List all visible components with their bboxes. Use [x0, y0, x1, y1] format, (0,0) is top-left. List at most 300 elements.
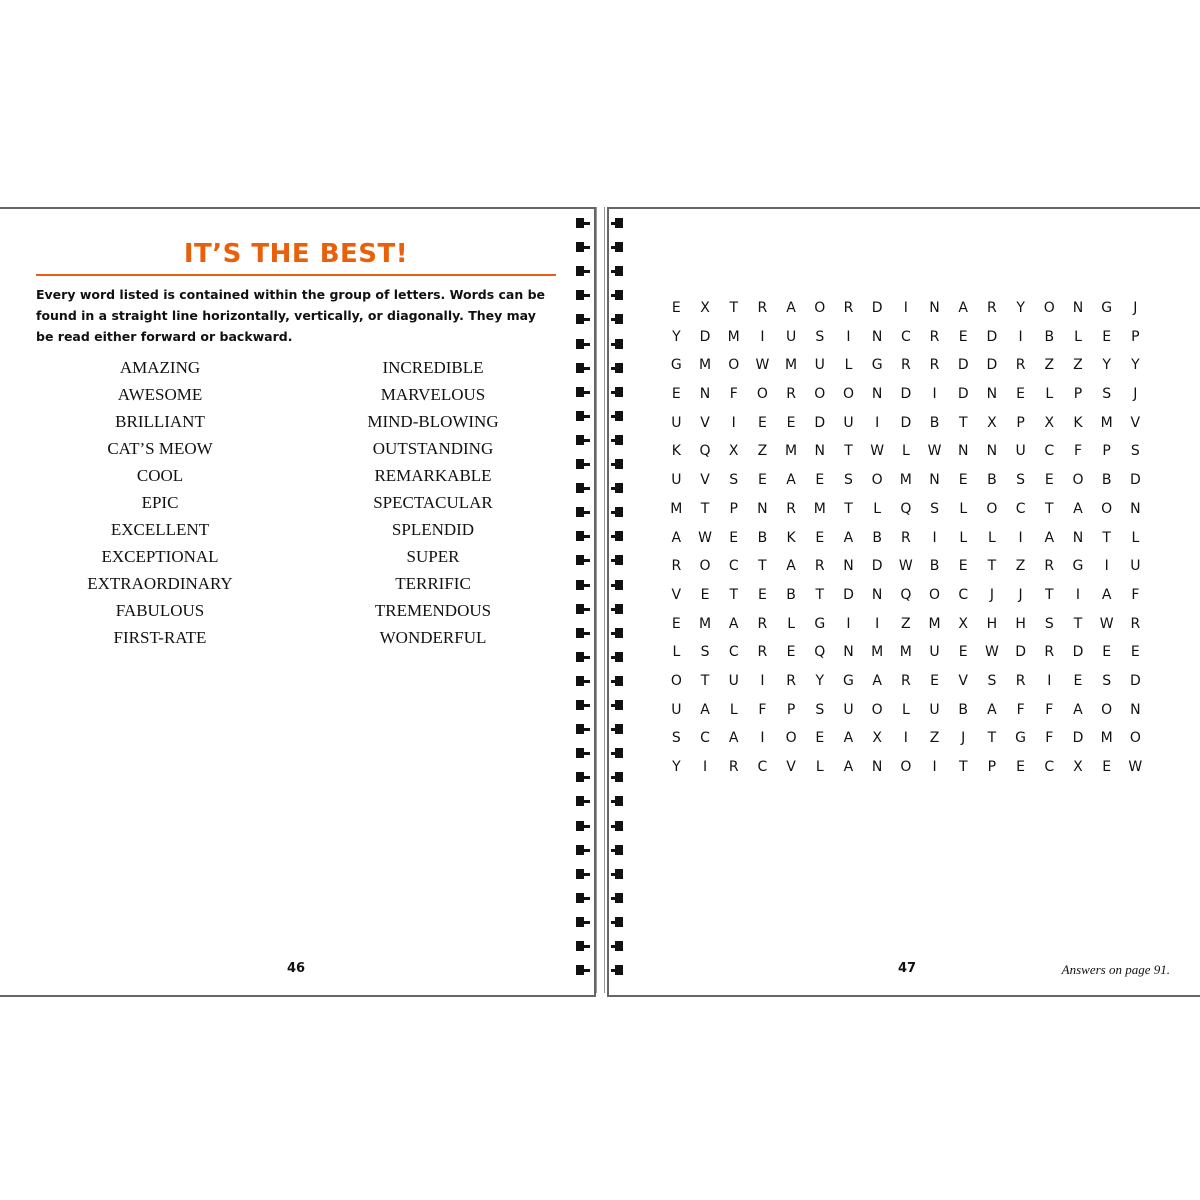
grid-letter: Z — [1044, 357, 1055, 374]
spiral-ring — [574, 845, 588, 855]
right-page — [607, 207, 1200, 997]
grid-letter: O — [699, 558, 711, 575]
grid-letter: M — [785, 443, 798, 460]
grid-letter: E — [671, 615, 681, 632]
grid-letter: L — [1045, 386, 1054, 403]
grid-letter: T — [729, 586, 738, 603]
grid-letter: B — [872, 529, 882, 546]
grid-letter: B — [1101, 472, 1112, 489]
grid-letter: A — [843, 730, 854, 747]
word-list-item: BRILLIANT — [115, 412, 205, 431]
grid-letter: O — [785, 730, 797, 747]
spiral-ring — [611, 628, 625, 638]
grid-letter: I — [903, 730, 908, 747]
grid-letter: N — [929, 472, 940, 489]
left-page — [0, 207, 596, 997]
spiral-ring — [611, 652, 625, 662]
spiral-ring — [611, 580, 625, 590]
grid-letter: D — [871, 300, 883, 316]
spiral-ring — [574, 314, 588, 324]
word-list-item: EPIC — [141, 493, 179, 512]
grid-letter: N — [1130, 500, 1141, 517]
word-list-item: FABULOUS — [115, 601, 205, 620]
grid-letter: R — [786, 386, 796, 403]
spiral-ring — [611, 845, 625, 855]
grid-letter: O — [871, 701, 883, 718]
spiral-ring — [611, 435, 625, 445]
grid-letter: S — [844, 472, 853, 489]
grid-letter: N — [757, 500, 768, 517]
spiral-ring — [574, 748, 588, 758]
spiral-ring — [611, 869, 625, 879]
grid-letter: E — [1102, 328, 1112, 345]
word-list-item: SUPER — [406, 547, 460, 566]
spiral-ring — [611, 965, 625, 975]
grid-letter: N — [986, 386, 998, 403]
grid-letter: A — [843, 529, 854, 546]
grid-letter: M — [1100, 414, 1113, 431]
grid-letter: A — [786, 300, 796, 316]
grid-letter: A — [1044, 529, 1055, 546]
grid-letter: I — [1104, 558, 1109, 575]
grid-letter: R — [1015, 672, 1026, 689]
grid-letter: C — [757, 759, 768, 775]
grid-letter: E — [786, 414, 796, 431]
grid-letter: E — [930, 672, 939, 689]
grid-letter: J — [961, 730, 966, 747]
grid-letter: E — [786, 644, 796, 661]
grid-letter: R — [757, 644, 768, 661]
spiral-ring — [574, 580, 588, 590]
grid-letter: M — [670, 500, 683, 517]
spiral-ring — [611, 893, 625, 903]
grid-letter: P — [729, 500, 738, 517]
grid-letter: C — [958, 586, 969, 603]
spiral-ring — [611, 339, 625, 349]
spiral-ring — [574, 676, 588, 686]
spiral-ring — [574, 266, 588, 276]
spiral-ring — [611, 459, 625, 469]
grid-letter: I — [903, 300, 908, 316]
spiral-ring — [611, 266, 625, 276]
grid-letter: R — [929, 328, 940, 345]
grid-letter: P — [1016, 414, 1025, 431]
grid-letter: M — [698, 615, 712, 632]
grid-letter: L — [844, 357, 853, 374]
grid-letter: R — [757, 300, 768, 316]
gutter-edge-right — [604, 207, 605, 993]
grid-letter: E — [958, 644, 968, 661]
grid-letter: O — [1072, 472, 1084, 489]
grid-letter: G — [670, 357, 682, 374]
grid-letter: T — [1045, 586, 1054, 603]
grid-letter: C — [1044, 443, 1055, 460]
grid-letter: D — [814, 414, 826, 431]
grid-letter: P — [786, 701, 796, 718]
grid-letter: E — [1016, 759, 1026, 775]
spiral-ring — [611, 941, 625, 951]
grid-letter: A — [671, 529, 682, 546]
grid-letter: T — [729, 300, 738, 316]
grid-letter: E — [958, 328, 968, 345]
word-list-item: SPLENDID — [391, 520, 475, 539]
instructions-text: Every word listed is contained within the group of letters. Words can be found in a straight line horizontally, vertically, or diagonally. They may be read either forward or backward. — [36, 287, 546, 344]
grid-letter: U — [671, 414, 682, 431]
grid-letter: I — [1018, 529, 1023, 546]
grid-letter: R — [786, 500, 796, 517]
grid-letter: L — [815, 759, 824, 775]
grid-letter: C — [700, 730, 710, 747]
grid-letter: W — [898, 558, 913, 575]
grid-letter: K — [1073, 414, 1083, 431]
grid-letter: A — [728, 615, 739, 632]
spiral-ring — [611, 724, 625, 734]
grid-letter: B — [1044, 328, 1055, 345]
grid-letter: A — [843, 759, 854, 775]
grid-letter: G — [1072, 558, 1084, 575]
spiral-ring — [574, 218, 588, 228]
word-list-item: AWESOME — [117, 385, 203, 404]
grid-letter: N — [871, 586, 883, 603]
grid-letter: P — [1131, 328, 1140, 345]
letter-grid — [662, 300, 1150, 788]
grid-letter: K — [786, 529, 796, 546]
grid-letter: O — [1043, 300, 1055, 316]
grid-letter: B — [786, 586, 796, 603]
grid-letter: G — [1101, 300, 1113, 316]
grid-letter: N — [871, 759, 883, 775]
spiral-ring — [611, 555, 625, 565]
grid-letter: T — [987, 730, 997, 747]
spiral-ring — [611, 796, 625, 806]
grid-letter: L — [672, 644, 681, 661]
spiral-ring — [574, 772, 588, 782]
word-list-item: SPECTACULAR — [373, 493, 493, 512]
grid-letter: F — [1016, 701, 1025, 718]
grid-letter: E — [757, 472, 767, 489]
spiral-ring — [574, 387, 588, 397]
grid-letter: W — [927, 443, 942, 460]
word-list-item: EXCELLENT — [110, 520, 210, 539]
page-number-left: 46 — [287, 961, 306, 976]
grid-letter: P — [1073, 386, 1083, 403]
grid-letter: O — [728, 357, 740, 374]
spiral-ring — [611, 604, 625, 614]
grid-letter: B — [929, 414, 940, 431]
grid-letter: S — [729, 472, 739, 489]
grid-letter: S — [1016, 472, 1026, 489]
grid-letter: V — [700, 472, 710, 489]
spiral-ring — [574, 290, 588, 300]
grid-letter: E — [958, 558, 968, 575]
grid-letter: T — [1045, 500, 1054, 517]
grid-letter: O — [1101, 701, 1113, 718]
grid-letter: N — [814, 443, 826, 460]
grid-letter: L — [901, 443, 910, 460]
grid-letter: D — [871, 558, 883, 575]
grid-letter: G — [871, 357, 883, 374]
grid-letter: A — [987, 701, 997, 718]
grid-letter: X — [958, 615, 969, 632]
grid-letter: T — [700, 672, 710, 689]
grid-letter: A — [872, 672, 882, 689]
grid-letter: E — [815, 529, 825, 546]
grid-letter: L — [959, 529, 968, 546]
word-list-item: TREMENDOUS — [374, 601, 492, 620]
spiral-ring — [574, 893, 588, 903]
grid-letter: S — [815, 701, 825, 718]
grid-letter: X — [872, 730, 882, 747]
grid-letter: A — [958, 300, 968, 316]
grid-letter: I — [932, 386, 937, 403]
spiral-ring — [574, 821, 588, 831]
word-list-item: COOL — [136, 466, 184, 485]
grid-letter: R — [900, 357, 911, 374]
grid-letter: G — [1015, 730, 1027, 747]
grid-letter: D — [900, 414, 912, 431]
spiral-ring — [611, 772, 625, 782]
grid-letter: O — [871, 472, 883, 489]
spiral-ring — [611, 411, 625, 421]
grid-letter: U — [785, 328, 797, 345]
grid-letter: S — [1102, 386, 1112, 403]
spiral-ring — [574, 531, 588, 541]
grid-letter: X — [700, 300, 710, 316]
word-list-item: REMARKABLE — [374, 466, 492, 485]
grid-letter: U — [671, 701, 682, 718]
grid-letter: U — [929, 701, 940, 718]
grid-letter: M — [698, 357, 712, 374]
grid-letter: A — [700, 701, 710, 718]
grid-letter: U — [843, 414, 854, 431]
grid-letter: T — [758, 558, 767, 575]
grid-letter: D — [699, 328, 711, 345]
grid-letter: E — [671, 386, 681, 403]
grid-letter: S — [1130, 443, 1140, 460]
grid-letter: Y — [1102, 357, 1111, 374]
grid-letter: U — [814, 357, 825, 374]
grid-letter: Y — [815, 672, 825, 689]
grid-letter: F — [1045, 730, 1054, 747]
spiral-ring — [574, 965, 588, 975]
grid-letter: I — [875, 414, 880, 431]
grid-letter: T — [844, 500, 853, 517]
spiral-ring — [574, 411, 588, 421]
grid-letter: C — [728, 558, 739, 575]
grid-letter: L — [1074, 328, 1082, 345]
grid-letter: I — [760, 730, 765, 747]
spiral-ring — [574, 869, 588, 879]
grid-letter: Q — [900, 586, 912, 603]
grid-letter: X — [1044, 414, 1055, 431]
grid-letter: N — [929, 300, 940, 316]
spiral-ring — [611, 821, 625, 831]
grid-letter: Q — [900, 500, 912, 517]
grid-letter: A — [786, 472, 796, 489]
grid-letter: R — [1044, 644, 1055, 661]
grid-letter: R — [900, 529, 911, 546]
grid-letter: I — [875, 615, 880, 632]
grid-letter: U — [1015, 443, 1026, 460]
grid-letter: C — [900, 328, 911, 345]
grid-letter: M — [899, 644, 912, 661]
grid-letter: Z — [929, 730, 940, 747]
grid-letter: N — [699, 386, 711, 403]
grid-letter: N — [871, 328, 883, 345]
grid-letter: T — [958, 759, 968, 775]
grid-letter: D — [1129, 672, 1141, 689]
grid-letter: I — [932, 529, 937, 546]
grid-letter: M — [785, 357, 798, 374]
spiral-ring — [574, 724, 588, 734]
grid-letter: H — [986, 615, 998, 632]
grid-letter: V — [1130, 414, 1141, 431]
grid-letter: F — [729, 386, 738, 403]
grid-letter: R — [671, 558, 682, 575]
grid-letter: W — [984, 644, 999, 661]
grid-letter: R — [1044, 558, 1055, 575]
spiral-ring — [611, 483, 625, 493]
spiral-ring — [574, 459, 588, 469]
grid-letter: N — [1130, 701, 1141, 718]
grid-letter: O — [929, 586, 941, 603]
grid-letter: U — [843, 701, 854, 718]
grid-letter: W — [1128, 759, 1143, 775]
grid-letter: R — [929, 357, 940, 374]
grid-letter: E — [1073, 672, 1083, 689]
grid-letter: I — [731, 414, 736, 431]
grid-letter: E — [1044, 472, 1054, 489]
grid-letter: Z — [1015, 558, 1026, 575]
grid-letter: I — [1018, 328, 1023, 345]
grid-letter: D — [986, 328, 998, 345]
grid-letter: T — [1102, 529, 1111, 546]
grid-letter: Y — [1131, 357, 1140, 374]
spiral-ring — [574, 604, 588, 614]
grid-letter: J — [1133, 386, 1138, 403]
spiral-ring — [574, 363, 588, 373]
grid-letter: G — [814, 615, 826, 632]
grid-letter: D — [1129, 472, 1141, 489]
grid-letter: D — [957, 386, 969, 403]
grid-letter: I — [846, 615, 851, 632]
spiral-ring — [574, 483, 588, 493]
grid-letter: N — [1072, 300, 1084, 316]
grid-letter: A — [1073, 500, 1083, 517]
grid-letter: M — [899, 472, 912, 489]
grid-letter: J — [1133, 300, 1138, 316]
grid-letter: E — [671, 300, 681, 316]
grid-letter: S — [815, 328, 825, 345]
grid-letter: R — [987, 300, 997, 316]
grid-letter: O — [900, 759, 912, 775]
grid-letter: H — [1015, 615, 1026, 632]
grid-letter: M — [1100, 730, 1113, 747]
grid-letter: E — [958, 472, 968, 489]
grid-letter: E — [1130, 644, 1140, 661]
grid-letter: S — [1044, 615, 1054, 632]
grid-letter: O — [1129, 730, 1141, 747]
grid-letter: C — [1044, 759, 1055, 775]
spiral-ring — [574, 941, 588, 951]
grid-letter: E — [815, 730, 825, 747]
grid-letter: Y — [1016, 300, 1025, 316]
spiral-ring — [611, 748, 625, 758]
grid-letter: I — [1075, 586, 1081, 603]
spiral-ring — [611, 531, 625, 541]
grid-letter: C — [728, 644, 739, 661]
grid-letter: I — [932, 759, 937, 775]
grid-letter: Z — [1073, 357, 1083, 374]
grid-letter: N — [957, 443, 969, 460]
grid-letter: E — [1016, 386, 1026, 403]
grid-letter: L — [729, 701, 738, 718]
grid-letter: Z — [901, 615, 911, 632]
word-list-item: WONDERFUL — [379, 628, 487, 647]
grid-letter: N — [843, 644, 854, 661]
grid-letter: W — [698, 529, 712, 546]
grid-letter: R — [900, 672, 911, 689]
grid-letter: U — [929, 644, 940, 661]
grid-letter: E — [700, 586, 710, 603]
word-list-column-1 — [60, 357, 260, 654]
answers-note: Answers on page 91. — [1061, 962, 1170, 977]
word-list-item: MIND-BLOWING — [367, 412, 499, 431]
word-list-item: TERRIFIC — [395, 574, 471, 593]
grid-letter: T — [987, 558, 997, 575]
grid-letter: A — [1073, 701, 1083, 718]
spiral-ring — [574, 435, 588, 445]
grid-letter: M — [813, 500, 826, 517]
spiral-ring — [611, 507, 625, 517]
grid-letter: O — [756, 386, 768, 403]
grid-letter: F — [758, 701, 767, 718]
grid-letter: V — [671, 586, 682, 603]
spiral-ring — [574, 796, 588, 806]
spiral-ring — [574, 917, 588, 927]
grid-letter: G — [843, 672, 854, 689]
grid-letter: O — [842, 386, 854, 403]
grid-letter: I — [702, 759, 708, 775]
grid-letter: N — [1072, 529, 1084, 546]
word-list-item: CAT’S MEOW — [107, 439, 213, 458]
spiral-ring — [574, 507, 588, 517]
grid-letter: B — [757, 529, 768, 546]
grid-letter: D — [986, 357, 998, 374]
grid-letter: R — [1015, 357, 1026, 374]
grid-letter: A — [786, 558, 796, 575]
grid-letter: D — [1015, 644, 1026, 661]
grid-letter: X — [987, 414, 997, 431]
grid-letter: C — [1015, 500, 1026, 517]
word-list-item: EXCEPTIONAL — [101, 547, 219, 566]
grid-letter: T — [1073, 615, 1083, 632]
grid-letter: T — [700, 500, 710, 517]
grid-letter: V — [700, 414, 710, 431]
grid-letter: I — [1047, 672, 1052, 689]
grid-letter: V — [958, 672, 968, 689]
grid-letter: J — [1018, 586, 1023, 603]
title-underline — [36, 274, 556, 276]
grid-letter: B — [929, 558, 940, 575]
grid-letter: B — [958, 701, 969, 718]
spiral-ring — [574, 652, 588, 662]
page-title: IT’S THE BEST! — [183, 239, 409, 269]
spiral-ring — [574, 555, 588, 565]
grid-letter: A — [1101, 586, 1112, 603]
grid-letter: S — [671, 730, 681, 747]
grid-letter: T — [815, 586, 825, 603]
